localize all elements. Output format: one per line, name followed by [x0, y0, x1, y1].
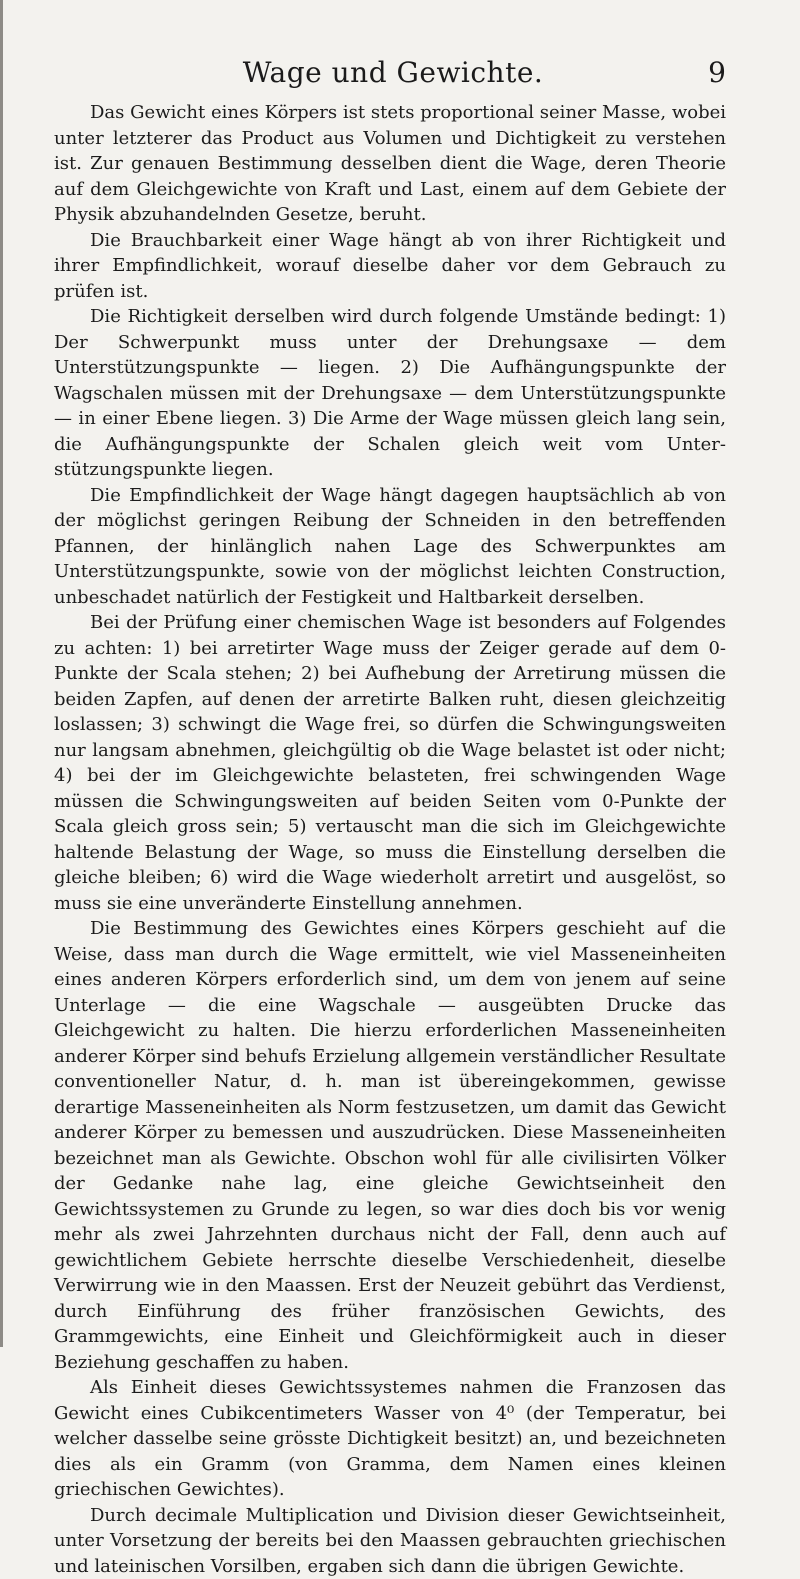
body-text — [54, 100, 726, 1579]
paragraph-decimal-multiples: Durch decimale Multiplication und Division dieser Gewichtseinheit, unter Vorsetzung der bereits bei den Maassen gebrauchten griechischen und lateinischen Vorsilben, ergaben sich dann die übrigen Gewichte. — [54, 1503, 726, 1579]
running-title: Wage und Gewichte. — [60, 56, 726, 89]
paragraph-sensitivity: Die Empfindlichkeit der Wage hängt dagegen hauptsächlich ab von der möglichst geringen Reibung der Schneiden in den betreffenden Pfannen, der hinlänglich nahen Lage des Schwerpunktes am Unterstützungspunkte, sowie von der möglichst leichten Construction, unbeschadet natürlich der Festigkeit und Haltbarkeit derselben. — [54, 483, 726, 611]
paragraph-weight-definition: Das Gewicht eines Körpers ist stets proportional seiner Masse, wobei unter letzterer das Product aus Volumen und Dichtigkeit zu verstehen ist. Zur genauen Bestimmung desselben dient die Wage, deren Theorie auf dem Gleichgewichte von Kraft und Last, einem auf dem Gebiete der Physik abzuhandelnden Gesetze, beruht. — [54, 100, 726, 228]
page-edge-shadow — [0, 0, 3, 1347]
paragraph-weight-determination: Die Bestimmung des Gewichtes eines Körpers geschieht auf die Weise, dass man durch die Wage ermittelt, wie viel Masseneinheiten eines anderen Körpers erforderlich sind, um dem von jenem auf seine Unterlage — die eine Wagschale — ausgeübten Drucke das Gleichgewicht zu halten. Die hierzu erforderlichen Masseneinheiten anderer Körper sind behufs Erzielung allgemein verständlicher Resultate conventioneller Natur, d. h. man ist übereingekommen, gewisse derartige Masseneinheiten als Norm festzusetzen, um damit das Gewicht anderer Körper zu bemessen und auszudrücken. Diese Masseneinheiten bezeichnet man als Gewichte. Obschon wohl für alle civilisirten Völker der Gedanke nahe lag, eine gleiche Gewichtseinheit den Gewichtssystemen zu Grunde zu legen, so war dies doch bis vor wenig mehr als zwei Jahrzehnten durchaus nicht der Fall, denn auch auf gewichtlichem Gebiete herrschte dieselbe Verschiedenheit, dieselbe Verwirrung wie in den Maassen. Erst der Neuzeit gebührt das Verdienst, durch Einführung des früher französischen Gewichts, des Grammgewichts, eine Einheit und Gleichförmigkeit auch in dieser Beziehung geschaffen zu haben. — [54, 916, 726, 1375]
page-number: 9 — [708, 56, 726, 89]
paragraph-testing: Bei der Prüfung einer chemischen Wage ist besonders auf Folgendes zu achten: 1) bei arretirter Wage muss der Zeiger gerade auf dem 0-Punkte der Scala stehen; 2) bei Aufhebung der Arretirung müssen die beiden Zapfen, auf denen der arretirte Balken ruht, diesen gleichzeitig loslassen; 3) schwingt die Wage frei, so dürfen die Schwingungsweiten nur langsam abnehmen, gleichgültig ob die Wage belastet ist oder nicht; 4) bei der im Gleichgewichte belasteten, frei schwingenden Wage müssen die Schwingungsweiten auf beiden Seiten vom 0-Punkte der Scala gleich gross sein; 5) vertauscht man die sich im Gleichgewichte haltende Belastung der Wage, so muss die Einstellung derselben die gleiche bleiben; 6) wird die Wage wiederholt arretirt und ausgelöst, so muss sie eine unveränderte Einstellung annehmen. — [54, 610, 726, 916]
paragraph-usability: Die Brauchbarkeit einer Wage hängt ab von ihrer Richtigkeit und ihrer Empfindlichkeit, worauf dieselbe daher vor dem Gebrauch zu prüfen ist. — [54, 228, 726, 305]
paragraph-accuracy: Die Richtigkeit derselben wird durch folgende Umstände bedingt: 1) Der Schwerpunkt muss unter der Drehungsaxe — dem Unterstützungspunkte — liegen. 2) Die Aufhängungspunkte der Wagschalen müssen mit der Drehungsaxe — dem Unterstützungspunkte — in einer Ebene liegen. 3) Die Arme der Wage müssen gleich lang sein, die Aufhängungspunkte der Schalen gleich weit vom Unterstützungspunkte liegen. — [54, 304, 726, 483]
page-header — [60, 56, 726, 92]
paragraph-gram-unit: Als Einheit dieses Gewichtssystemes nahmen die Franzosen das Gewicht eines Cubikcentimeters Wasser von 4⁰ (der Temperatur, bei welcher dasselbe seine grösste Dichtigkeit besitzt) an, und bezeichneten dies als ein Gramm (von Gramma, dem Namen eines kleinen griechischen Gewichtes). — [54, 1375, 726, 1503]
